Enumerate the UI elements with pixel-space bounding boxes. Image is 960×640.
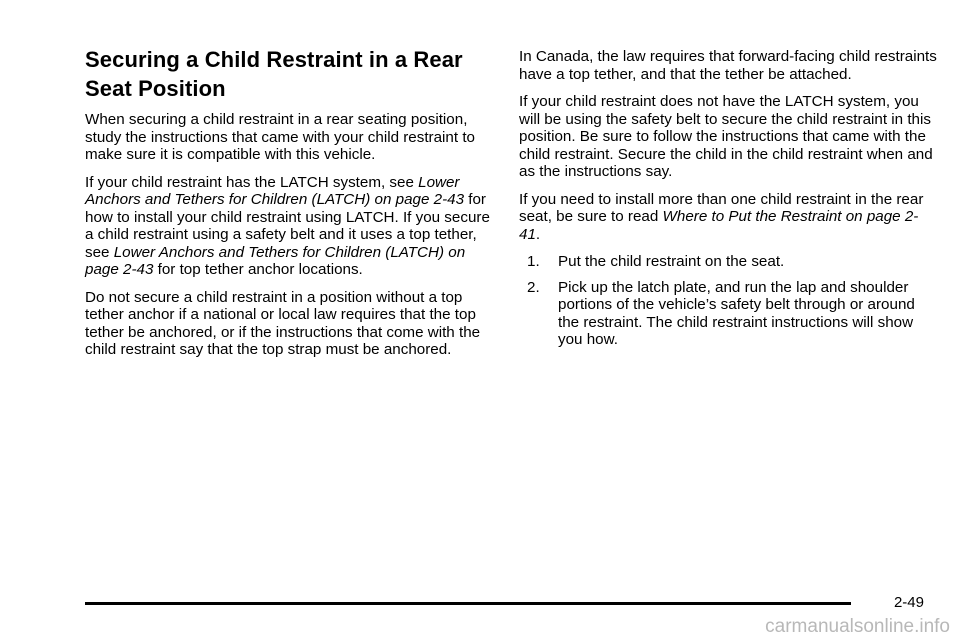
no-latch-paragraph: If your child restraint does not have the LATCH system, you will be using the safety belt to secure the child restraint in this position. Be sure to follow the instructions that came with the child restraint. Secure the child in the child restraint when and as the instructions say. <box>519 93 933 180</box>
list-item <box>527 279 937 349</box>
multiple-restraints-paragraph <box>519 191 937 244</box>
intro-paragraph: When securing a child restraint in a rear seating position, study the instructions that came with your child restraint to make sure it is compatible with this vehicle. <box>85 111 475 163</box>
latch-paragraph <box>85 174 495 279</box>
latch-text-before: If your child restraint has the LATCH system, see <box>85 173 419 191</box>
latch-text-after: for top tether anchor locations. <box>153 261 363 278</box>
latch-page-ref-1: Lower Anchors and Tethers for Children (LATCH) on page 2-43 <box>85 173 465 208</box>
canada-paragraph: In Canada, the law requires that forward-facing child restraints have a top tether, and that the tether be attached. <box>519 48 937 83</box>
right-column <box>519 0 937 357</box>
latch-page-ref-2: Lower Anchors and Tethers for Children (LATCH) on page 2-43 <box>85 243 466 278</box>
left-column <box>85 0 495 369</box>
step-text: Pick up the latch plate, and run the lap and shoulder portions of the vehicle’s safety belt through or around the restraint. The child restraint instructions will show you how. <box>558 278 915 348</box>
step-text: Put the child restraint on the seat. <box>558 253 785 270</box>
restraint-page-ref: Where to Put the Restraint on page 2-41 <box>519 208 919 243</box>
footer-rule <box>85 602 851 605</box>
top-tether-paragraph: Do not secure a child restraint in a position without a top tether anchor if a national or local law requires that the top tether be anchored, or if the instructions that come with the child restraint say that the top strap must be anchored. <box>85 288 481 358</box>
page-number: 2-49 <box>893 594 924 611</box>
list-item <box>527 253 937 271</box>
section-heading: Securing a Child Restraint in a Rear Seat Position <box>85 47 463 101</box>
latch-text-middle: for how to install your child restraint using LATCH. If you secure a child restraint using a safety belt and it uses a top tether, see <box>85 191 490 261</box>
steps-list <box>519 253 937 349</box>
watermark-logo: carmanualsonline.info <box>765 616 950 637</box>
step-number: 1. <box>527 253 540 270</box>
multiple-text-after: . <box>535 225 541 243</box>
step-number: 2. <box>527 278 540 296</box>
multiple-text-before: If you need to install more than one child restraint in the rear seat, be sure to read <box>519 190 924 225</box>
